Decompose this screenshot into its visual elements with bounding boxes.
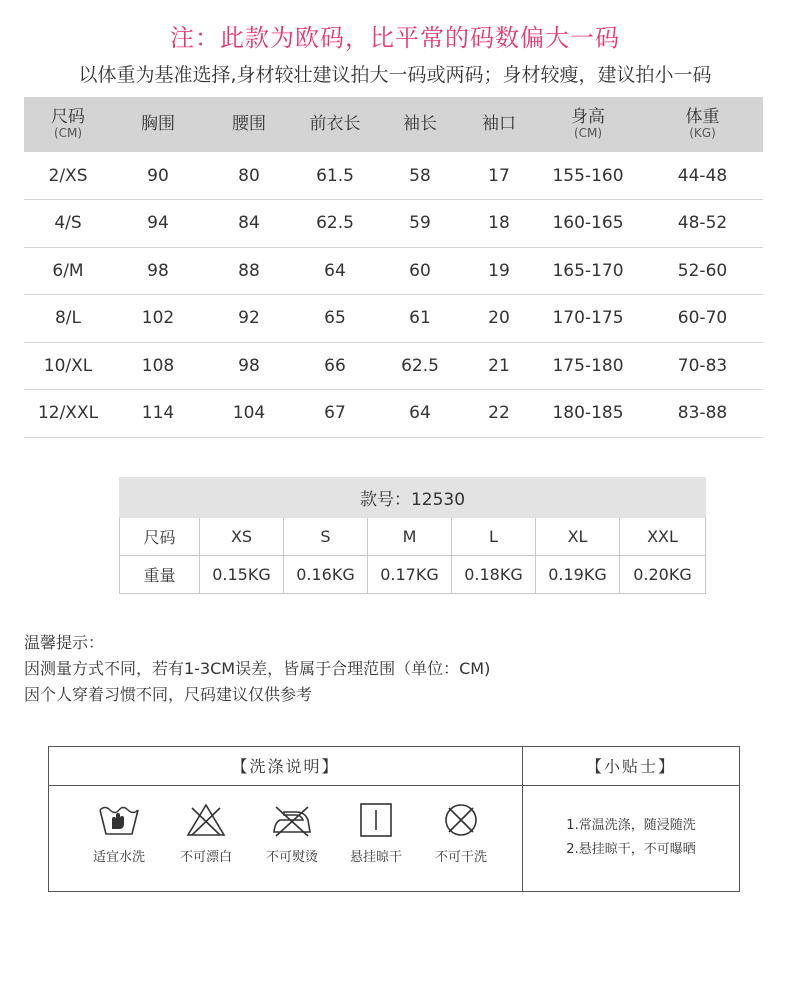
size-xs: XS (200, 518, 284, 556)
care-item-label: 不可干洗 (434, 850, 487, 865)
weight-s: 0.16KG (284, 556, 368, 594)
care-item (74, 802, 164, 865)
tips-line: 因个人穿着习惯不同，尺码建议仅供参考 (24, 685, 313, 704)
weight-cell: 44-48 (642, 152, 763, 200)
weight-table-weight-row (120, 556, 706, 594)
waist-cell: 104 (204, 390, 294, 438)
cuff-cell: 17 (464, 152, 534, 200)
chest-cell: 114 (112, 390, 204, 438)
table-row (24, 247, 763, 295)
front-length-cell: 62.5 (294, 200, 376, 248)
tips-heading: 温馨提示： (24, 633, 105, 652)
weight-xl: 0.19KG (536, 556, 620, 594)
front-length-cell: 65 (294, 295, 376, 343)
care-item-label: 不可漂白 (179, 850, 232, 865)
chest-cell: 102 (112, 295, 204, 343)
weight-cell: 48-52 (642, 200, 763, 248)
size-cell: 8/L (24, 295, 112, 343)
notice-title: 注：此款为欧码，比平常的码数偏大一码 (170, 24, 620, 52)
size-row-label: 尺码 (120, 518, 200, 556)
header-size: 尺码 (CM) (24, 97, 112, 152)
front-length-cell: 64 (294, 247, 376, 295)
front-length-cell: 67 (294, 390, 376, 438)
size-cell: 6/M (24, 247, 112, 295)
care-item-label: 不可熨烫 (265, 850, 318, 865)
hang-dry-icon (354, 802, 398, 838)
size-cell: 2/XS (24, 152, 112, 200)
care-item-label: 悬挂晾干 (349, 850, 402, 865)
header-cuff: 袖口 (464, 97, 534, 152)
chest-cell: 98 (112, 247, 204, 295)
front-length-cell: 66 (294, 342, 376, 390)
notice-subtitle: 以体重为基准选择,身材较壮建议拍大一码或两码；身材较瘦，建议拍小一码 (78, 64, 712, 86)
care-item (331, 802, 421, 865)
wash-instructions (49, 747, 523, 891)
weight-m: 0.17KG (368, 556, 452, 594)
size-m: M (368, 518, 452, 556)
table-row (24, 200, 763, 248)
table-row (24, 390, 763, 438)
waist-cell: 92 (204, 295, 294, 343)
chest-cell: 94 (112, 200, 204, 248)
header-waist: 腰围 (204, 97, 294, 152)
care-item (247, 802, 337, 865)
tip-line: 2.悬挂晾干，不可曝晒 (566, 842, 696, 857)
size-xxl: XXL (620, 518, 706, 556)
header-chest: 胸围 (112, 97, 204, 152)
sleeve-length-cell: 60 (376, 247, 464, 295)
header-sleeve-length: 袖长 (376, 97, 464, 152)
tips-line: 因测量方式不同，若有1-3CM误差，皆属于合理范围（单位：CM) (24, 659, 491, 678)
table-row (24, 152, 763, 200)
weight-l: 0.18KG (452, 556, 536, 594)
size-table-header-row (24, 97, 763, 152)
weight-table (119, 477, 706, 594)
size-cell: 12/XXL (24, 390, 112, 438)
weight-cell: 52-60 (642, 247, 763, 295)
weight-row-label: 重量 (120, 556, 200, 594)
height-cell: 165-170 (534, 247, 642, 295)
header-weight: 体重 (KG) (642, 97, 763, 152)
care-box (48, 746, 740, 892)
hand-wash-icon (97, 802, 141, 838)
sleeve-length-cell: 64 (376, 390, 464, 438)
tips-box-title: 【小贴士】 (523, 747, 739, 786)
size-cell: 10/XL (24, 342, 112, 390)
height-cell: 160-165 (534, 200, 642, 248)
waist-cell: 98 (204, 342, 294, 390)
tips-section (24, 630, 490, 708)
weight-cell: 83-88 (642, 390, 763, 438)
header-height: 身高 (CM) (534, 97, 642, 152)
size-table (24, 97, 763, 438)
sleeve-length-cell: 58 (376, 152, 464, 200)
size-xl: XL (536, 518, 620, 556)
tips-box-lines (523, 786, 739, 862)
no-iron-icon (270, 802, 314, 838)
cuff-cell: 18 (464, 200, 534, 248)
height-cell: 175-180 (534, 342, 642, 390)
size-s: S (284, 518, 368, 556)
height-cell: 170-175 (534, 295, 642, 343)
cuff-cell: 22 (464, 390, 534, 438)
care-icons (49, 786, 522, 891)
sleeve-length-cell: 61 (376, 295, 464, 343)
cuff-cell: 21 (464, 342, 534, 390)
chest-cell: 90 (112, 152, 204, 200)
no-bleach-icon (184, 802, 228, 838)
size-l: L (452, 518, 536, 556)
weight-xxl: 0.20KG (620, 556, 706, 594)
care-item (161, 802, 251, 865)
weight-xs: 0.15KG (200, 556, 284, 594)
front-length-cell: 61.5 (294, 152, 376, 200)
waist-cell: 80 (204, 152, 294, 200)
no-dry-clean-icon (439, 802, 483, 838)
chest-cell: 108 (112, 342, 204, 390)
style-number-title: 款号：12530 (120, 478, 706, 518)
waist-cell: 88 (204, 247, 294, 295)
wash-title: 【洗涤说明】 (49, 747, 522, 786)
tips-box (523, 747, 739, 891)
care-item (416, 802, 506, 865)
sleeve-length-cell: 59 (376, 200, 464, 248)
waist-cell: 84 (204, 200, 294, 248)
table-row (24, 342, 763, 390)
cuff-cell: 19 (464, 247, 534, 295)
weight-cell: 70-83 (642, 342, 763, 390)
sleeve-length-cell: 62.5 (376, 342, 464, 390)
header-front-length: 前衣长 (294, 97, 376, 152)
height-cell: 155-160 (534, 152, 642, 200)
weight-table-size-row (120, 518, 706, 556)
table-row (24, 295, 763, 343)
height-cell: 180-185 (534, 390, 642, 438)
weight-cell: 60-70 (642, 295, 763, 343)
tip-line: 1.常温洗涤，随浸随洗 (566, 818, 696, 833)
size-cell: 4/S (24, 200, 112, 248)
care-item-label: 适宜水洗 (92, 850, 145, 865)
cuff-cell: 20 (464, 295, 534, 343)
